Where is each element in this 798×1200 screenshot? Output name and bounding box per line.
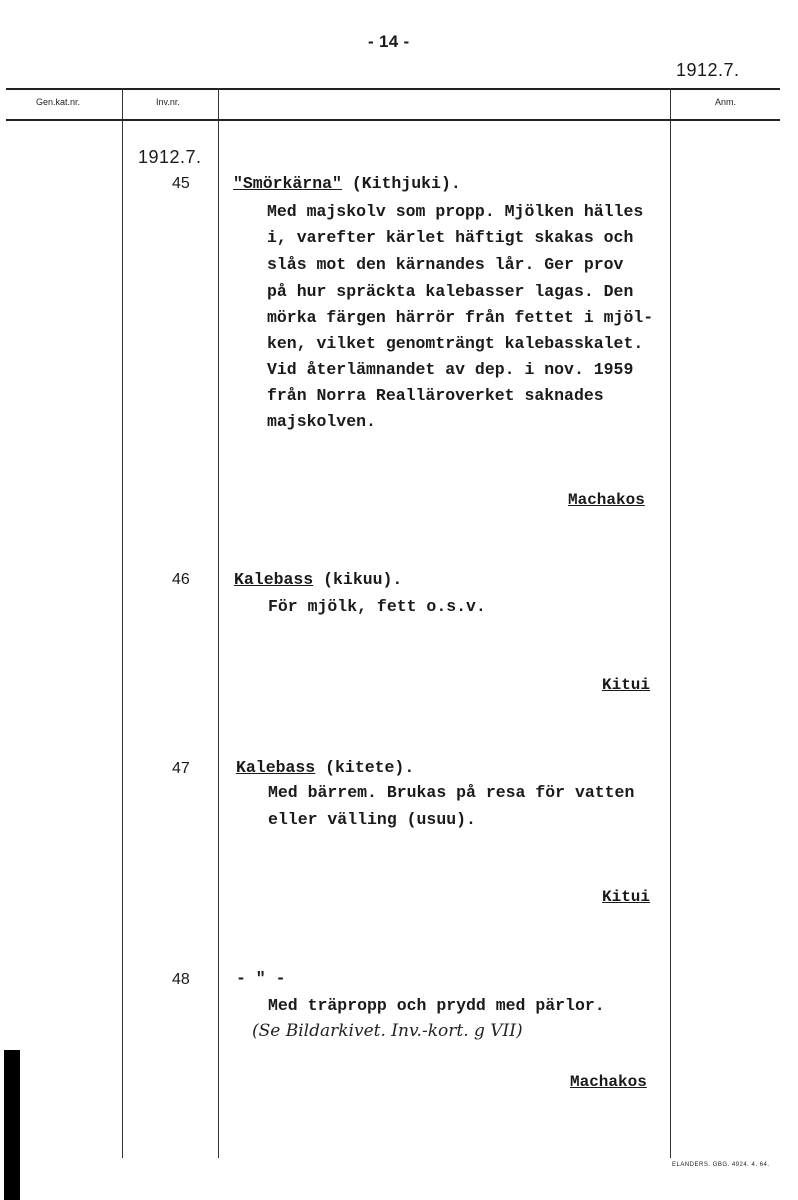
entry-number: 48 xyxy=(172,971,190,988)
entry-title xyxy=(236,969,286,988)
page-number: - 14 - xyxy=(368,32,410,51)
entry-title-rest: (kitete). xyxy=(315,758,415,777)
year-header: 1912.7. xyxy=(676,60,740,80)
column-divider-desc-anm xyxy=(670,88,671,1158)
entry-line: För mjölk, fett o.s.v. xyxy=(268,597,486,616)
series-label: 1912.7. xyxy=(138,147,202,167)
entry-line: mörka färgen härrör från fettet i mjöl- xyxy=(267,308,654,327)
entry-title-rest: (Kithjuki). xyxy=(341,174,461,193)
entry-line: slås mot den kärnandes lår. Ger prov xyxy=(267,255,624,274)
entry-place: Machakos xyxy=(568,491,645,509)
column-divider-gen-inv xyxy=(122,88,123,1158)
entry-place: Kitui xyxy=(602,888,651,906)
entry-number: 46 xyxy=(172,571,190,588)
handwritten-note: (Se Bildarkivet. Inv.-kort. g VII) xyxy=(252,1021,523,1041)
entry-place: Kitui xyxy=(602,676,651,694)
entry-title xyxy=(234,570,402,589)
column-header-inv: Inv.nr. xyxy=(156,97,180,107)
entry-title-rest: (kikuu). xyxy=(313,570,403,589)
entry-number: 47 xyxy=(172,760,190,777)
left-edge-bar xyxy=(4,1050,20,1200)
entry-line: majskolven. xyxy=(267,412,376,431)
entry-number: 45 xyxy=(172,175,190,192)
entry-title-main: - " - xyxy=(236,969,286,988)
entry-line: i, varefter kärlet häftigt skakas och xyxy=(267,228,634,247)
printer-imprint: ELANDERS. GBG. 4924. 4. 64. xyxy=(672,1162,770,1168)
entry-line: från Norra Realläroverket saknades xyxy=(267,386,604,405)
entry-line: ken, vilket genomträngt kalebasskalet. xyxy=(267,334,644,353)
entry-line: eller välling (usuu). xyxy=(268,810,476,829)
entry-line: Med träpropp och prydd med pärlor. xyxy=(268,996,605,1015)
entry-title-main: "Smörkärna" xyxy=(233,174,342,193)
entry-place: Machakos xyxy=(570,1073,647,1091)
column-header-anm: Anm. xyxy=(715,97,737,107)
entry-line: Med bärrem. Brukas på resa för vatten xyxy=(268,783,635,802)
entry-line: Med majskolv som propp. Mjölken hälles xyxy=(267,202,644,221)
entry-title-main: Kalebass xyxy=(234,570,314,589)
entry-title-main: Kalebass xyxy=(236,758,316,777)
entry-line: Vid återlämnandet av dep. i nov. 1959 xyxy=(267,360,634,379)
column-header-gen-kat: Gen.kat.nr. xyxy=(36,97,81,107)
entry-line: på hur spräckta kalebasser lagas. Den xyxy=(267,282,634,301)
column-divider-inv-desc xyxy=(218,88,219,1158)
entry-title xyxy=(236,758,414,777)
entry-title xyxy=(233,174,461,193)
